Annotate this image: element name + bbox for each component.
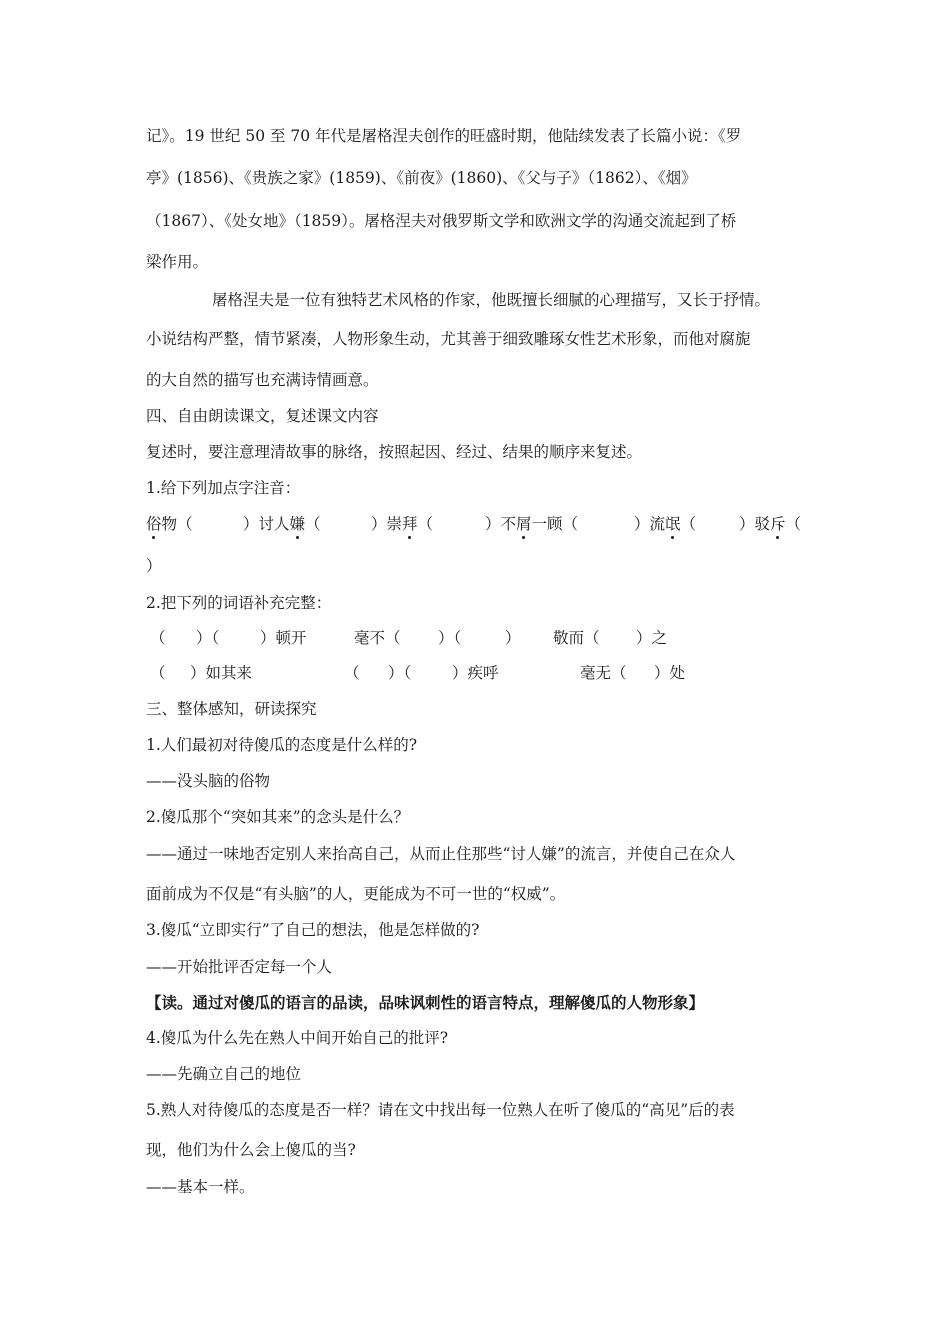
question-text: 2.傻瓜那个“突如其来”的念头是什么？ <box>146 808 410 826</box>
fill-blank-part: ）（ <box>438 629 462 647</box>
question-text: 1.人们最初对待傻瓜的态度是什么样的? <box>146 736 418 754</box>
fill-blank-part: （ <box>150 664 166 682</box>
fill-blank-part: ）（ <box>196 629 220 647</box>
fill-blank-part: （ <box>344 664 360 682</box>
fill-blank-part: ）疾呼 <box>452 664 499 682</box>
pinyin-item: 俗物（ <box>146 515 193 533</box>
fill-blank-part: （ <box>150 629 166 647</box>
section-heading: 三、整体感知，研读探究 <box>146 700 317 718</box>
pinyin-item: ）讨人嫌（ <box>243 515 321 533</box>
fill-blank-part: ）（ <box>388 664 412 682</box>
fill-blank-part: 敬而（ <box>553 629 600 647</box>
question-text: 5.熟人对待傻瓜的态度是否一样？请在文中找出每一位熟人在听了傻瓜的“高见”后的表 <box>146 1101 735 1119</box>
exercise-title: 2.把下列的词语补充完整： <box>146 594 332 612</box>
fill-blank-part: 毫无（ <box>580 664 627 682</box>
fill-blank-part: ）顿开 <box>260 629 307 647</box>
answer-text: ——通过一味地否定别人来抬高自己，从而止住那些“讨人嫌”的流言，并使自己在众人 <box>146 845 736 863</box>
instruction-text: 复述时，要注意理清故事的脉络，按照起因、经过、结果的顺序来复述。 <box>146 443 643 461</box>
answer-text: 面前成为不仅是“有头脑”的人，更能成为不可一世的“权威”。 <box>146 885 566 903</box>
paragraph-line: 亭》(1856)、《贵族之家》(1859)、《前夜》(1860)、《父与子》（1862）、《烟》 <box>146 169 697 187</box>
paragraph-line: 小说结构严整，情节紧凑，人物形象生动，尤其善于细致雕琢女性艺术形象，而他对腐旎 <box>146 330 751 348</box>
pinyin-item: ）流氓（ <box>634 515 697 533</box>
question-text: 4.傻瓜为什么先在熟人中间开始自己的批评? <box>146 1029 449 1047</box>
question-text: 现，他们为什么会上傻瓜的当? <box>146 1141 356 1159</box>
paragraph-line: 记》。19 世纪 50 至 70 年代是屠格涅夫创作的旺盛时期，他陆续发表了长篇小说：《罗 <box>146 127 742 145</box>
pinyin-closing: ） <box>146 557 162 575</box>
answer-text: ——先确立自己的地位 <box>146 1065 302 1083</box>
section-heading: 四、自由朗读课文，复述课文内容 <box>146 407 379 425</box>
answer-text: ——没头脑的俗物 <box>146 772 271 790</box>
fill-blank-part: 毫不（ <box>354 629 401 647</box>
reading-note: 【读。通过对傻瓜的语言的品读，品味讽刺性的语言特点，理解傻瓜的人物形象】 <box>146 993 705 1012</box>
exercise-title: 1.给下列加点字注音： <box>146 479 301 497</box>
paragraph-line: 梁作用。 <box>146 253 209 271</box>
paragraph-line: （1867）、《处女地》（1859）。屠格涅夫对俄罗斯文学和欧洲文学的沟通交流起到了桥 <box>146 212 737 230</box>
fill-blank-part: ）之 <box>636 629 668 647</box>
fill-blank-part: ）处 <box>654 664 686 682</box>
answer-text: ——基本一样。 <box>146 1178 255 1196</box>
paragraph-line: 屠格涅夫是一位有独特艺术风格的作家，他既擅长细腻的心理描写，又长于抒情。 <box>212 291 771 309</box>
paragraph-line: 的大自然的描写也充满诗情画意。 <box>146 371 379 389</box>
fill-blank-part: ）如其来 <box>190 664 253 682</box>
pinyin-item: ）不屑一顾（ <box>485 515 579 533</box>
pinyin-item: ）驳斥（ <box>739 515 802 533</box>
question-text: 3.傻瓜“立即实行”了自己的想法，他是怎样做的? <box>146 921 480 939</box>
fill-blank-part: ） <box>505 629 521 647</box>
answer-text: ——开始批评否定每一个人 <box>146 958 333 976</box>
pinyin-item: ）崇拜（ <box>371 515 434 533</box>
